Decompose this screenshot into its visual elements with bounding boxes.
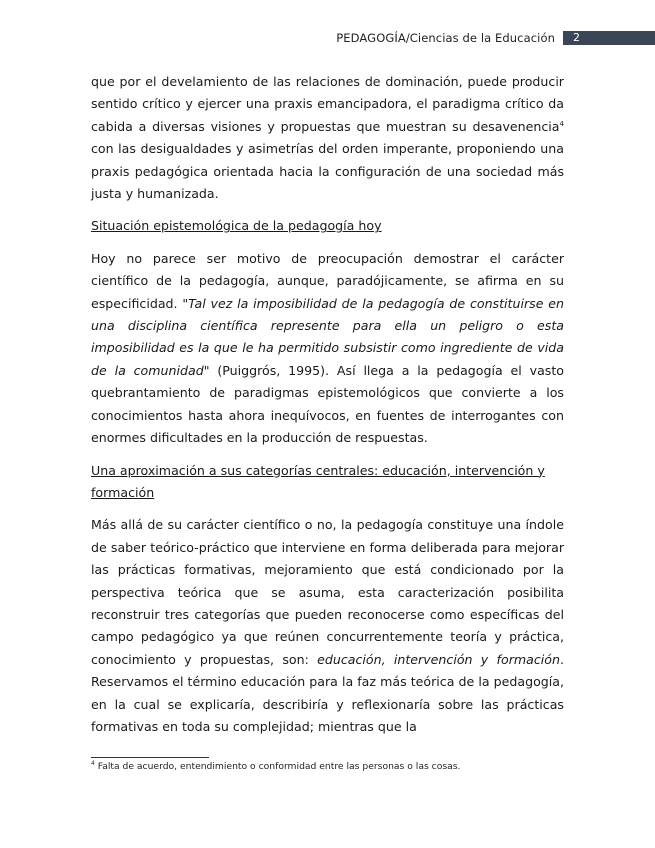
paragraph-paradigma-critico — [91, 71, 564, 205]
header-title: PEDAGOGÍA/Ciencias de la Educación — [336, 31, 555, 45]
paragraph-text: Hoy no parece ser motivo de preocupación demostrar el carácter científico de la pedagogía, aunque, paradójicamente, se afirma en su especificidad. " — [91, 250, 564, 311]
paragraph-text: " (Puiggrós, 1995). Así llega a la pedagogía el vasto quebrantamiento de paradigmas epistemológicos que convierte a los conocimientos hasta ahora inequívocos, en fuentes de interrogantes con enormes dificultades en la producción de respuestas. — [91, 362, 565, 446]
paragraph-text: Más allá de su carácter científico o no, la pedagogía constituye una índole de saber teórico-práctico que interviene en forma deliberada para mejorar las prácticas formativas, mejoramiento que está condicionado por la perspectiva teórica que se asuma, esta caracterización posibilita reconstruir tres categorías que pueden reconocerse como específicas del campo pedagógico ya que reúnen concurrentemente teoría y práctica, conocimiento y propuestas, son: — [91, 517, 564, 667]
paragraph-text: . Reservamos el término educación para la faz más teórica de la pedagogía, en la cual se explicaría, describiría y reflexionaría sobre las prácticas formativas en toda su complejidad; mientras que la — [91, 651, 564, 734]
page-header — [0, 31, 655, 45]
document-body — [91, 71, 564, 738]
footnote — [91, 761, 460, 773]
italic-categories: educación, intervención y formación — [317, 651, 560, 667]
footnote-reference[interactable]: 4 — [559, 119, 564, 128]
paragraph-categorias — [91, 514, 564, 738]
footnote-marker: 4 — [91, 759, 95, 767]
section-heading-categorias: Una aproximación a sus categorías centrales: educación, intervención y formación — [91, 462, 545, 500]
paragraph-text: que por el develamiento de las relaciones de dominación, puede producir sentido crítico y ejercer una praxis emancipadora, el paradigma crítico da cabida a diversas visiones y propuestas que muestran su desavenencia — [91, 74, 564, 134]
footnote-divider — [91, 757, 209, 758]
page-number: 2 — [563, 31, 655, 45]
footnote-text: Falta de acuerdo, entendimiento o conformidad entre las personas o las cosas. — [94, 761, 461, 772]
italic-quote: Tal vez la imposibilidad de la pedagogía de constituirse en una disciplina científica represente para ella un peligro o esta imposibilidad es la que le ha permitido subsistir como ingrediente de vida de la comunidad — [91, 295, 564, 378]
section-heading-situacion: Situación epistemológica de la pedagogía hoy — [91, 218, 382, 234]
paragraph-situacion — [91, 248, 564, 450]
paragraph-text: con las desigualdades y asimetrías del orden imperante, proponiendo una praxis pedagógica orientada hacia la configuración de una sociedad más justa y humanizada. — [91, 141, 564, 202]
